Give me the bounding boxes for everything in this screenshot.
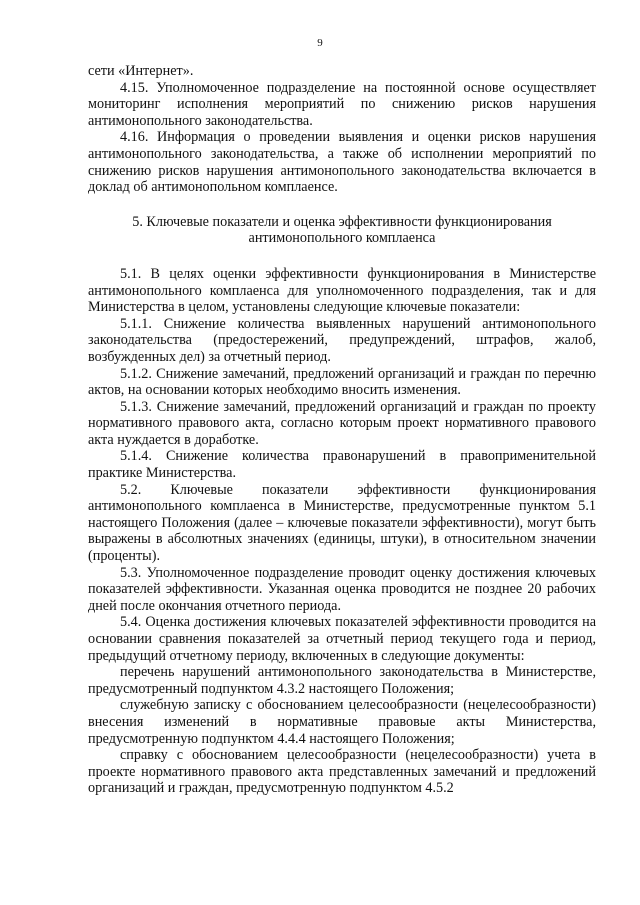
list-item-violations: перечень нарушений антимонопольного законодательства в Министерстве, предусмотренный подпунктом 4.3.2 настоящего Положения; [88, 664, 596, 697]
paragraph-4-16: 4.16. Информация о проведении выявления и оценки рисков нарушения антимонопольного законодательства, а также об исполнении мероприятий по снижению рисков нарушения антимонопольного законодательства включается в доклад об антимонопольном комплаенсе. [88, 129, 596, 196]
paragraph-5-1-2: 5.1.2. Снижение замечаний, предложений организаций и граждан по перечню актов, на основании которых необходимо вносить изменения. [88, 365, 596, 399]
paragraph-5-1-3: 5.1.3. Снижение замечаний, предложений организаций и граждан по проекту нормативного правового акта, согласно которым проект нормативного правового акта нуждается в доработке. [88, 398, 596, 448]
section-heading: 5. Ключевые показатели и оценка эффективности функционирования антимонопольного комплаенса [132, 213, 552, 247]
paragraph-continuation: сети «Интернет». [88, 63, 194, 79]
list-item-memo: служебную записку с обоснованием целесообразности (нецелесообразности) внесения изменений в нормативные правовые акты Министерства, предусмотренную подпунктом 4.4.4 настоящего Положения; [88, 697, 596, 747]
paragraph-5-1: 5.1. В целях оценки эффективности функционирования в Министерстве антимонопольного комплаенса для уполномоченного подразделения, так и для Министерства в целом, установлены следующие ключевые показатели: [88, 265, 596, 316]
paragraph-5-1-1: 5.1.1. Снижение количества выявленных нарушений антимонопольного законодательства (предостережений, предупреждений, штрафов, жалоб, возбужденных дел) за отчетный период. [88, 315, 596, 365]
paragraph-4-15: 4.15. Уполномоченное подразделение на постоянной основе осуществляет мониторинг исполнения мероприятий по снижению рисков нарушения антимонопольного законодательства. [88, 79, 596, 129]
paragraph-5-2: 5.2. Ключевые показатели эффективности функционирования антимонопольного комплаенса в Министерстве, предусмотренные пунктом 5.1 настоящего Положения (далее – ключевые показатели эффективности), могут быть выражены в абсолютных значениях (единицы, штуки), в относительном значении (проценты). [88, 481, 596, 565]
paragraph-5-4: 5.4. Оценка достижения ключевых показателей эффективности проводится на основании сравнения показателей за отчетный период текущего года и период, предыдущий отчетному периоду, включенных в следующие документы: [88, 614, 596, 664]
paragraph-5-1-4: 5.1.4. Снижение количества правонарушений в правоприменительной практике Министерства. [88, 448, 596, 482]
body-text [88, 63, 596, 797]
paragraph-5-3: 5.3. Уполномоченное подразделение проводит оценку достижения ключевых показателей эффективности. Указанная оценка проводится не позднее 20 рабочих дней после окончания отчетного периода. [88, 564, 596, 614]
page-number: 9 [317, 37, 323, 49]
list-item-certificate: справку с обоснованием целесообразности (нецелесообразности) учета в проекте нормативного правового акта представленных замечаний и предложений организаций и граждан, предусмотренную подпунктом 4.5.2 [88, 747, 596, 797]
